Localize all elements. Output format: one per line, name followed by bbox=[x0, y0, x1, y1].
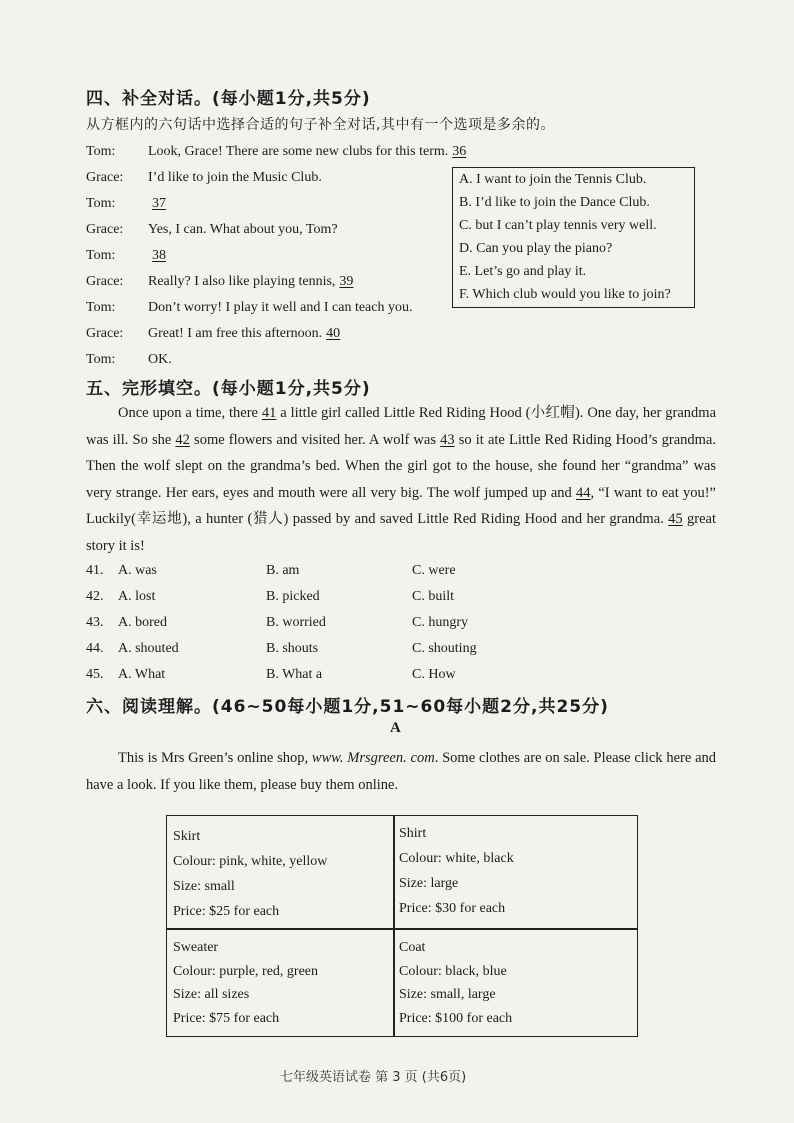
passage-text: some flowers and visited her. A wolf was bbox=[189, 431, 441, 448]
option-c: C. but I can’t play tennis very well. bbox=[459, 218, 657, 233]
choice-b[interactable]: B. shouts bbox=[266, 641, 319, 656]
dialogue-line bbox=[148, 300, 413, 316]
dialogue-text: OK. bbox=[148, 352, 172, 367]
dialogue-line bbox=[148, 144, 466, 160]
question-number: 43. bbox=[86, 615, 104, 630]
answer-blank[interactable]: 40 bbox=[326, 326, 341, 341]
choice-row bbox=[86, 641, 586, 665]
item-size: Size: small bbox=[173, 879, 235, 894]
passage-text: , “I want to eat you!” Luckily(幸运地), a hunter (猎人) passed by and saved Little Red Riding Hood and her grandma. bbox=[86, 484, 716, 527]
answer-blank[interactable]: 39 bbox=[339, 274, 354, 289]
choice-c[interactable]: C. were bbox=[412, 563, 456, 578]
cloze-blank[interactable]: 45 bbox=[668, 511, 683, 527]
options-box bbox=[452, 167, 695, 308]
cloze-blank[interactable]: 42 bbox=[175, 431, 190, 448]
dialogue-line bbox=[148, 326, 340, 342]
part-label: A bbox=[390, 720, 401, 736]
dialogue-speaker: Tom: bbox=[86, 300, 116, 315]
choice-row bbox=[86, 667, 586, 691]
cloze-passage bbox=[86, 400, 716, 559]
item-price: Price: $30 for each bbox=[399, 901, 506, 916]
dialogue-text: Don’t worry! I play it well and I can teach you. bbox=[148, 300, 413, 315]
dialogue-text: Great! I am free this afternoon. bbox=[148, 326, 323, 341]
choice-a[interactable]: A. shouted bbox=[118, 641, 179, 656]
dialogue-line bbox=[148, 248, 166, 264]
option-b: B. I’d like to join the Dance Club. bbox=[459, 195, 650, 210]
choice-c[interactable]: C. built bbox=[412, 589, 455, 604]
dialogue-speaker: Grace: bbox=[86, 170, 124, 185]
item-colour: Colour: white, black bbox=[399, 851, 514, 866]
item-name: Sweater bbox=[173, 940, 219, 955]
item-name: Coat bbox=[399, 940, 426, 955]
item-colour: Colour: purple, red, green bbox=[173, 963, 319, 979]
choice-row bbox=[86, 589, 586, 613]
choice-a[interactable]: A. What bbox=[118, 667, 166, 682]
item-name: Skirt bbox=[173, 829, 201, 844]
dialogue-text: I’d like to join the Music Club. bbox=[148, 170, 322, 185]
item-price: Price: $75 for each bbox=[173, 1010, 280, 1026]
item-colour: Colour: pink, white, yellow bbox=[173, 854, 328, 869]
cloze-blank[interactable]: 44 bbox=[576, 484, 591, 501]
section5-title: 五、完形填空。(每小题1分,共5分) bbox=[86, 379, 371, 399]
shop-table bbox=[166, 815, 638, 1037]
dialogue-speaker: Tom: bbox=[86, 248, 116, 263]
option-e: E. Let’s go and play it. bbox=[459, 264, 587, 279]
dialogue-text: Really? I also like playing tennis, bbox=[148, 274, 336, 289]
section4-instruction: 从方框内的六句话中选择合适的句子补全对话,其中有一个选项是多余的。 bbox=[86, 117, 555, 133]
option-d: D. Can you play the piano? bbox=[459, 241, 613, 256]
cloze-blank[interactable]: 41 bbox=[261, 405, 277, 421]
item-size: Size: large bbox=[399, 876, 459, 891]
choice-c[interactable]: C. hungry bbox=[412, 615, 468, 630]
passage-text: so it ate Little Red Riding Hood’s grandma. Then the wolf slept on the grandma’s bed. When the girl got to the house, she found her “grandma” was very strange. Her ears, eyes and mouth were all very big. The wolf jumped up and bbox=[86, 431, 716, 501]
table-cell-shirt bbox=[399, 821, 514, 921]
choice-row bbox=[86, 563, 586, 587]
question-number: 45. bbox=[86, 667, 104, 682]
section6-title: 六、阅读理解。(46~50每小题1分,51~60每小题2分,共25分) bbox=[86, 697, 609, 717]
intro-text-1: This is Mrs Green’s online shop, bbox=[118, 750, 312, 766]
dialogue-speaker: Grace: bbox=[86, 326, 124, 341]
dialogue-line bbox=[148, 170, 322, 186]
table-cell-skirt bbox=[173, 824, 327, 924]
dialogue-speaker: Tom: bbox=[86, 196, 116, 211]
reading-intro bbox=[86, 745, 716, 798]
cloze-blank[interactable]: 43 bbox=[440, 431, 455, 448]
dialogue-line bbox=[148, 196, 166, 212]
item-price: Price: $100 for each bbox=[399, 1010, 513, 1026]
item-size: Size: all sizes bbox=[173, 987, 250, 1002]
choice-b[interactable]: B. worried bbox=[266, 615, 326, 630]
choice-b[interactable]: B. am bbox=[266, 563, 300, 578]
passage-text: a little girl called Little Red Riding Hood (小红帽). One day, her grandma was ill. So she bbox=[86, 405, 717, 448]
dialogue-speaker: Grace: bbox=[86, 274, 124, 289]
item-name: Shirt bbox=[399, 826, 427, 841]
passage-text: Once upon a time, there bbox=[118, 405, 262, 421]
item-colour: Colour: black, blue bbox=[399, 963, 507, 979]
choice-a[interactable]: A. lost bbox=[118, 589, 156, 604]
choice-b[interactable]: B. picked bbox=[266, 589, 320, 604]
choice-row bbox=[86, 615, 586, 639]
item-size: Size: small, large bbox=[399, 987, 496, 1002]
table-divider-horizontal bbox=[167, 928, 637, 930]
answer-blank[interactable]: 37 bbox=[152, 196, 166, 211]
table-cell-sweater bbox=[173, 936, 318, 1030]
question-number: 44. bbox=[86, 641, 104, 656]
dialogue-line bbox=[148, 352, 172, 368]
intro-text-2: . Some clothes are on sale. Please click here and have a look. If you like them, please buy them online. bbox=[86, 750, 717, 793]
dialogue-speaker: Grace: bbox=[86, 222, 124, 237]
option-f: F. Which club would you like to join? bbox=[459, 287, 671, 302]
question-number: 42. bbox=[86, 589, 104, 604]
section4-title: 四、补全对话。(每小题1分,共5分) bbox=[86, 89, 371, 109]
dialogue-line bbox=[148, 222, 338, 238]
choice-a[interactable]: A. was bbox=[118, 563, 157, 578]
choice-c[interactable]: C. shouting bbox=[412, 641, 477, 656]
dialogue-text: Look, Grace! There are some new clubs for this term. bbox=[148, 144, 449, 159]
item-price: Price: $25 for each bbox=[173, 904, 280, 919]
answer-blank[interactable]: 38 bbox=[152, 248, 166, 263]
question-number: 41. bbox=[86, 563, 104, 578]
answer-blank[interactable]: 36 bbox=[452, 144, 467, 159]
choice-c[interactable]: C. How bbox=[412, 667, 456, 682]
choice-a[interactable]: A. bored bbox=[118, 615, 167, 630]
page-footer: 七年级英语试卷 第 3 页 (共6页) bbox=[280, 1070, 467, 1085]
dialogue-text: Yes, I can. What about you, Tom? bbox=[148, 222, 338, 237]
table-divider-vertical bbox=[393, 816, 395, 1036]
choice-b[interactable]: B. What a bbox=[266, 667, 323, 682]
shop-url: www. Mrsgreen. com bbox=[311, 750, 435, 766]
passage-text: great story it is! bbox=[86, 511, 716, 554]
dialogue-speaker: Tom: bbox=[86, 352, 116, 367]
dialogue-line bbox=[148, 274, 353, 290]
option-a: A. I want to join the Tennis Club. bbox=[459, 172, 647, 187]
table-cell-coat bbox=[399, 936, 512, 1030]
dialogue-speaker: Tom: bbox=[86, 144, 116, 159]
